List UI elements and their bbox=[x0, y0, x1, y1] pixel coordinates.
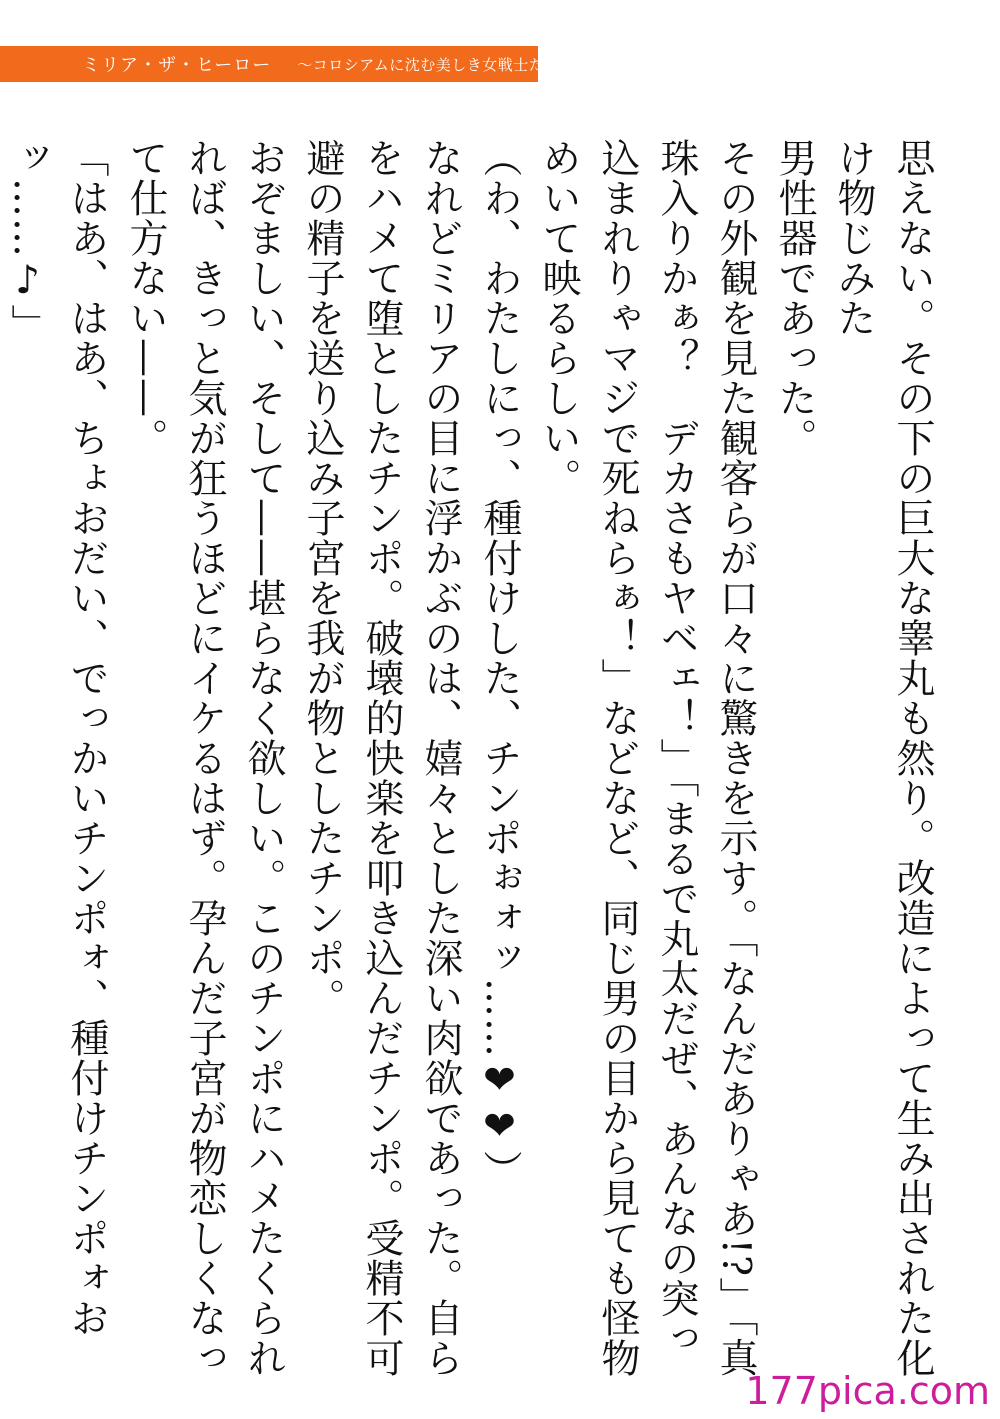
paragraph: 男性器であった。 bbox=[772, 138, 817, 458]
paragraph: 「はあ、はあ、ちょおだい、でっかいチンポォ、種付けチンポォおッ……♪」 bbox=[5, 138, 109, 1338]
paragraph: その外観を見た観客らが口々に驚きを示す。「なんだありゃあ!?」「真珠入りかぁ？ デカさもヤベェ！」「まるで丸太だぜ、あんなの突っ込まれりゃマジで死ねらぁ！」などなど、同じ男の目から見ても怪物めいて映るらしい。 bbox=[536, 138, 758, 1378]
running-header bbox=[0, 46, 576, 82]
book-title: ミリア・ザ・ヒーロー bbox=[82, 55, 272, 76]
paragraph: なれどミリアの目に浮かぶのは、嬉々とした深い肉欲であった。自らをハメて堕としたチンポ。破壊的快楽を叩き込んだチンポ。受精不可避の精子を送り込み子宮を我が物としたチンポ。 bbox=[300, 138, 463, 1378]
book-subtitle: 〜コロシアムに沈む美しき女戦士たち〜 bbox=[297, 55, 576, 74]
carryover-line: 思えない。その下の巨大な睾丸も然り。改造によって生み出された化け物じみた bbox=[831, 138, 935, 1378]
vertical-body-text bbox=[5, 138, 942, 1378]
paragraph: （わ、わたしにっ、種付けした、チンポぉォッ……❤❤） bbox=[477, 138, 522, 1190]
paragraph: おぞましい、そして——堪らなく欲しい。このチンポにハメたくられれば、きっと気が狂うほどにイケるはず。孕んだ子宮が物恋しくなって仕方ない——。 bbox=[123, 138, 286, 1378]
site-watermark: 177pica.com bbox=[745, 1369, 990, 1413]
